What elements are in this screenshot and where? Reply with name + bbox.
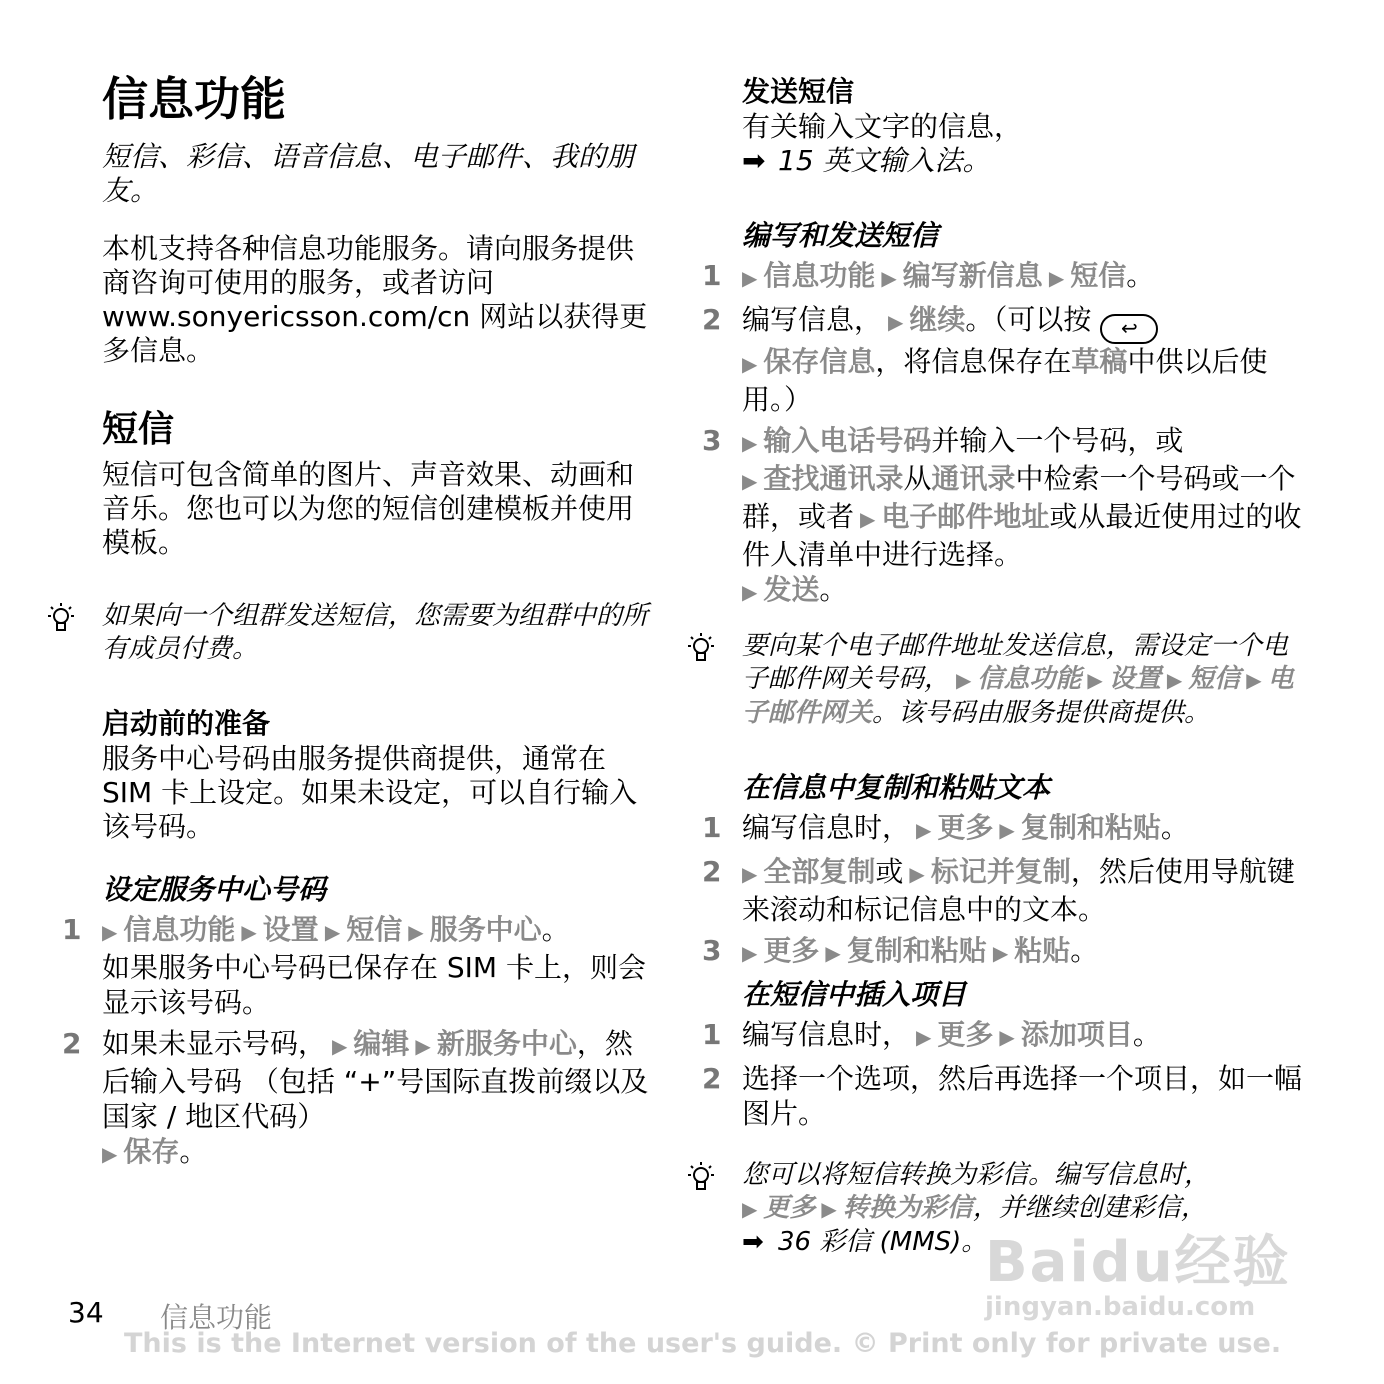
insert-step-1 xyxy=(702,1017,1302,1055)
reference-link[interactable]: 15 英文输入法。 xyxy=(778,144,991,177)
reference-arrow-icon: ➡ xyxy=(742,1227,764,1257)
arrow-icon: ▶ xyxy=(881,266,897,290)
arrow-icon: ▶ xyxy=(102,1142,118,1166)
tip-group-send xyxy=(102,600,654,666)
prep-paragraph: 服务中心号码由服务提供商提供，通常在 SIM 卡上设定。如果未设定，可以自行输入该号码。 xyxy=(102,742,638,843)
menu-path-item[interactable]: 设置 xyxy=(262,913,319,946)
arrow-icon: ▶ xyxy=(1087,668,1103,692)
arrow-icon: ▶ xyxy=(825,941,841,965)
step-number: 3 xyxy=(702,424,722,457)
menu-path-item[interactable]: 继续 xyxy=(909,303,966,336)
menu-path-item[interactable]: 短信 xyxy=(346,913,403,946)
reference-link[interactable]: 36 彩信 (MMS)。 xyxy=(778,1227,988,1257)
menu-path-item[interactable]: 更多 xyxy=(937,1018,994,1051)
back-key-icon: ↩ xyxy=(1100,314,1158,344)
menu-path-item[interactable]: 保存 xyxy=(123,1135,180,1168)
footer-disclaimer: This is the Internet version of the user's guide. © Print only for private use. xyxy=(124,1328,1282,1359)
section-heading-send: 发送短信 xyxy=(742,75,855,108)
lightbulb-icon xyxy=(44,602,78,636)
watermark-logo: Baidu经验 xyxy=(985,1230,1291,1295)
step-text: 并输入一个号码，或 xyxy=(931,424,1184,457)
cross-reference xyxy=(742,144,1302,178)
arrow-icon: ▶ xyxy=(742,469,758,493)
arrow-icon: ▶ xyxy=(742,862,758,886)
step-text: 或从最近使用过的收件人清单中进行选择。 xyxy=(742,500,1302,571)
punctuation: 。 xyxy=(1132,1018,1161,1051)
menu-path-item[interactable]: 草稿 xyxy=(1071,345,1128,378)
step-text: 中检索一个号码或一个群，或者 xyxy=(742,462,1296,533)
step-number: 1 xyxy=(702,811,722,844)
step-number: 2 xyxy=(62,1027,82,1060)
menu-path-item[interactable]: 更多 xyxy=(763,1193,816,1223)
arrow-icon: ▶ xyxy=(888,310,904,334)
watermark-url: jingyan.baidu.com xyxy=(985,1292,1256,1322)
sms-paragraph: 短信可包含简单的图片、声音效果、动画和音乐。您也可以为您的短信创建模板并使用模板。 xyxy=(102,458,635,559)
punctuation: 。 xyxy=(819,573,848,606)
step-text: ，然后输入号码 （包括 “+”号国际直拨前缀以及国家 / 地区代码） xyxy=(102,1027,649,1133)
punctuation: 。 xyxy=(179,1135,208,1168)
arrow-icon: ▶ xyxy=(916,818,932,842)
menu-path-item[interactable]: 电子邮件网关 xyxy=(742,664,1294,728)
step-1 xyxy=(62,912,654,1020)
step-text: 。（可以按 xyxy=(965,303,1092,336)
arrow-icon: ▶ xyxy=(102,920,118,944)
chapter-intro: 短信、彩信、语音信息、电子邮件、我的朋友。 xyxy=(102,140,635,207)
arrow-icon: ▶ xyxy=(742,1197,758,1221)
arrow-icon: ▶ xyxy=(999,818,1015,842)
step-number: 2 xyxy=(702,303,722,336)
menu-path-item[interactable]: 发送 xyxy=(763,573,820,606)
menu-path-item[interactable]: 复制和粘贴 xyxy=(1020,811,1161,844)
arrow-icon: ▶ xyxy=(821,1197,837,1221)
insert-step-2 xyxy=(702,1061,1303,1131)
step-number: 2 xyxy=(702,1062,722,1095)
menu-path-item[interactable]: 信息功能 xyxy=(977,664,1082,694)
step-number: 1 xyxy=(62,913,82,946)
tip-email-gateway xyxy=(742,630,1302,730)
menu-path-item[interactable]: 全部复制 xyxy=(763,855,876,888)
send-paragraph: 有关输入文字的信息， xyxy=(742,110,1023,143)
menu-path-item[interactable]: 查找通讯录 xyxy=(763,462,904,495)
write-step-3 xyxy=(702,423,1302,610)
menu-path-item[interactable]: 转换为彩信 xyxy=(842,1193,973,1223)
copy-step-3 xyxy=(702,933,1302,971)
section-heading-insert: 在短信中插入项目 xyxy=(742,978,967,1011)
punctuation: 。 xyxy=(1070,934,1099,967)
step-text: 编写信息时， xyxy=(742,1018,911,1051)
section-heading-copy-paste: 在信息中复制和粘贴文本 xyxy=(742,771,1051,804)
step-text: 如果服务中心号码已保存在 SIM 卡上，则会显示该号码。 xyxy=(102,951,646,1019)
write-step-1 xyxy=(702,258,1302,296)
arrow-icon: ▶ xyxy=(324,920,341,944)
menu-path-item[interactable]: 更多 xyxy=(763,934,820,967)
lightbulb-icon xyxy=(684,632,718,666)
step-text: 从 xyxy=(903,462,932,495)
menu-path-item[interactable]: 信息功能 xyxy=(763,259,876,292)
right-column xyxy=(702,74,1303,1259)
menu-path-item[interactable]: 标记并复制 xyxy=(930,855,1071,888)
step-text: 选择一个选项，然后再选择一个项目，如一幅图片。 xyxy=(742,1062,1303,1130)
section-heading-prep: 启动前的准备 xyxy=(102,707,271,740)
arrow-icon: ▶ xyxy=(408,920,424,944)
menu-path-item[interactable]: 更多 xyxy=(937,811,994,844)
arrow-icon: ▶ xyxy=(742,580,758,604)
tip-text: ，并继续创建彩信， xyxy=(972,1193,1207,1223)
punctuation: 。 xyxy=(541,913,570,946)
arrow-icon: ▶ xyxy=(916,1025,932,1049)
tip-text: 要向某个电子邮件地址发送信息，需设定一个电子邮件网关号码， xyxy=(742,631,1289,694)
menu-path-item[interactable]: 通讯录 xyxy=(931,462,1016,495)
menu-path-item[interactable]: 编辑 xyxy=(353,1027,410,1060)
arrow-icon: ▶ xyxy=(742,941,758,965)
step-text: ，将信息保存在 xyxy=(875,345,1072,378)
menu-path-item[interactable]: 添加项目 xyxy=(1020,1018,1133,1051)
baidu-watermark xyxy=(985,1218,1305,1328)
arrow-icon: ▶ xyxy=(742,352,758,376)
punctuation: 。 xyxy=(1160,811,1189,844)
reference-arrow-icon: ➡ xyxy=(742,144,766,177)
menu-path-item[interactable]: 粘贴 xyxy=(1014,934,1071,967)
punctuation: 。 xyxy=(1126,259,1155,292)
tip-text: 。该号码由服务提供商提供。 xyxy=(872,698,1211,728)
arrow-icon: ▶ xyxy=(992,941,1009,965)
arrow-icon: ▶ xyxy=(742,266,758,290)
menu-path-item[interactable]: 编写新信息 xyxy=(902,259,1043,292)
menu-path-item[interactable]: 电子邮件地址 xyxy=(881,500,1050,533)
arrow-icon: ▶ xyxy=(860,507,876,531)
step-text: 或 xyxy=(875,855,904,888)
step-number: 2 xyxy=(702,855,722,888)
arrow-icon: ▶ xyxy=(742,431,758,455)
step-text: ，然后使用导航键来滚动和标记信息中的文本。 xyxy=(742,855,1295,926)
page-number: 34 xyxy=(68,1296,104,1329)
menu-path-item[interactable]: 信息功能 xyxy=(123,913,236,946)
step-number: 1 xyxy=(702,259,722,292)
copy-step-1 xyxy=(702,810,1302,848)
left-column xyxy=(62,70,654,1178)
menu-path-item[interactable]: 设置 xyxy=(1108,664,1161,694)
arrow-icon: ▶ xyxy=(1048,266,1065,290)
arrow-icon: ▶ xyxy=(241,920,257,944)
intro-paragraph: 本机支持各种信息功能服务。请向服务提供商咨询可使用的服务，或者访问 www.sonyericsson.com/cn 网站以获得更多信息。 xyxy=(102,232,648,367)
menu-path-item[interactable]: 短信 xyxy=(1070,259,1127,292)
section-heading-write: 编写和发送短信 xyxy=(742,219,939,252)
page-title: 信息功能 xyxy=(102,72,286,126)
menu-path-item[interactable]: 短信 xyxy=(1188,664,1241,694)
menu-path-item[interactable]: 复制和粘贴 xyxy=(846,934,987,967)
section-heading-sms: 短信 xyxy=(102,409,175,450)
write-step-2 xyxy=(702,302,1302,417)
step-2 xyxy=(62,1026,654,1172)
step-number: 1 xyxy=(702,1018,722,1051)
step-text: 中供以后使用。） xyxy=(742,345,1268,416)
arrow-icon: ▶ xyxy=(956,668,972,692)
arrow-icon: ▶ xyxy=(415,1034,431,1058)
step-text: 编写信息时， xyxy=(742,811,911,844)
arrow-icon: ▶ xyxy=(332,1034,348,1058)
lightbulb-icon xyxy=(684,1161,718,1195)
step-number: 3 xyxy=(702,934,722,967)
menu-path-item[interactable]: 输入电话号码 xyxy=(763,424,932,457)
arrow-icon: ▶ xyxy=(1166,668,1183,692)
tip-text: 您可以将短信转换为彩信。编写信息时， xyxy=(742,1160,1211,1190)
tip-text: 如果向一个组群发送短信，您需要为组群中的所有成员付费。 xyxy=(102,601,649,664)
step-text: 编写信息， xyxy=(742,303,883,336)
arrow-icon: ▶ xyxy=(1246,668,1262,692)
step-text: 如果未显示号码， xyxy=(102,1027,327,1060)
section-heading-service-center: 设定服务中心号码 xyxy=(102,873,327,906)
menu-path-item[interactable]: 保存信息 xyxy=(763,345,876,378)
menu-path-item[interactable]: 新服务中心 xyxy=(436,1027,577,1060)
arrow-icon: ▶ xyxy=(999,1025,1015,1049)
footer-section-title: 信息功能 xyxy=(160,1301,273,1334)
menu-path-item[interactable]: 服务中心 xyxy=(429,913,542,946)
arrow-icon: ▶ xyxy=(909,862,925,886)
copy-step-2 xyxy=(702,854,1302,927)
